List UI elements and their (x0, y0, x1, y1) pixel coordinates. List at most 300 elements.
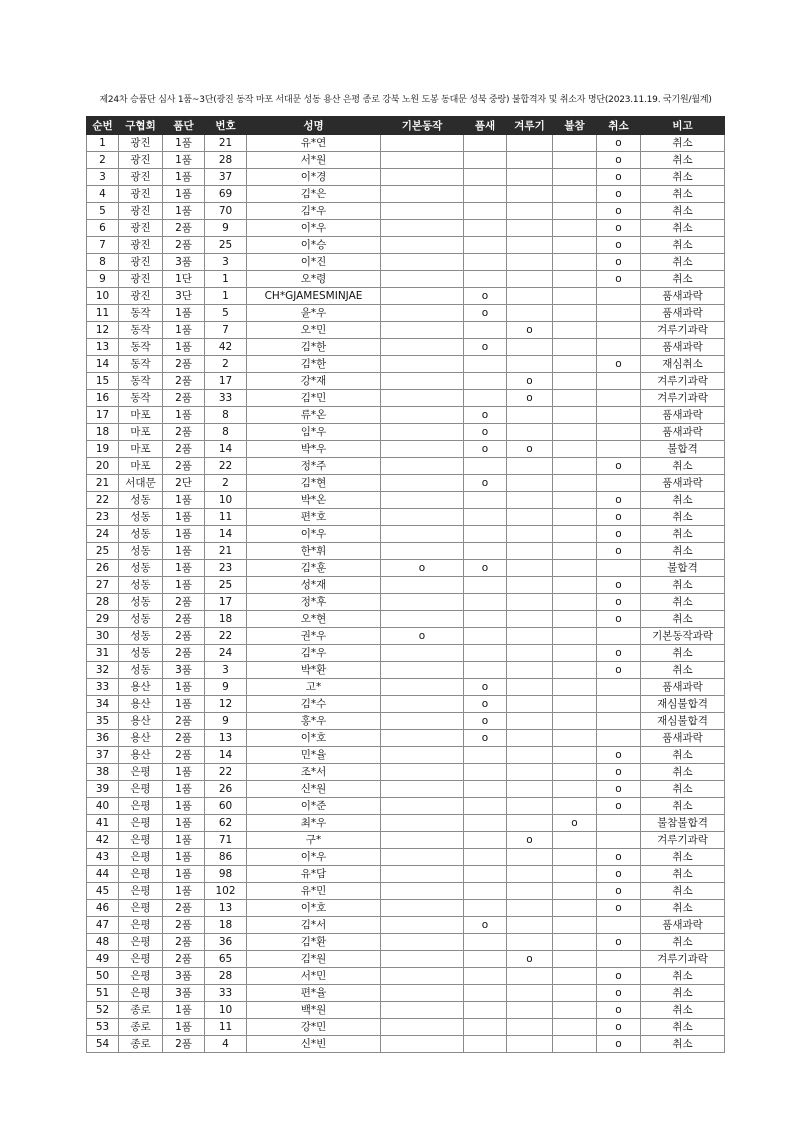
table-row (87, 135, 725, 152)
cell-no: 3 (87, 169, 119, 186)
cell-grade: 1품 (163, 849, 205, 866)
cell-sparring (507, 747, 553, 764)
col-header-no: 순번 (87, 117, 119, 135)
cell-name: 고* (247, 679, 381, 696)
cell-note: 겨루기과락 (641, 951, 725, 968)
cell-absent (553, 135, 597, 152)
cell-sparring (507, 883, 553, 900)
cell-sparring (507, 1036, 553, 1053)
cell-branch: 광진 (119, 237, 163, 254)
cell-absent (553, 679, 597, 696)
cell-no: 15 (87, 373, 119, 390)
cell-number: 14 (205, 441, 247, 458)
cell-note: 취소 (641, 509, 725, 526)
cell-grade: 1품 (163, 866, 205, 883)
cell-number: 7 (205, 322, 247, 339)
cell-sparring (507, 288, 553, 305)
cell-branch: 광진 (119, 203, 163, 220)
cell-absent (553, 900, 597, 917)
cell-sparring (507, 900, 553, 917)
cell-grade: 2품 (163, 934, 205, 951)
cell-branch: 성동 (119, 560, 163, 577)
cell-cancel: o (597, 968, 641, 985)
cell-grade: 1품 (163, 798, 205, 815)
cell-no: 20 (87, 458, 119, 475)
cell-no: 11 (87, 305, 119, 322)
col-header-number: 번호 (205, 117, 247, 135)
table-row (87, 356, 725, 373)
cell-basic (381, 237, 464, 254)
cell-cancel: o (597, 526, 641, 543)
cell-cancel: o (597, 543, 641, 560)
cell-note: 불합격 (641, 441, 725, 458)
cell-number: 21 (205, 135, 247, 152)
cell-branch: 은평 (119, 764, 163, 781)
cell-no: 35 (87, 713, 119, 730)
cell-absent (553, 152, 597, 169)
cell-note: 취소 (641, 203, 725, 220)
cell-absent (553, 492, 597, 509)
cell-grade: 1품 (163, 832, 205, 849)
cell-absent (553, 186, 597, 203)
cell-basic (381, 968, 464, 985)
cell-name: 박*온 (247, 492, 381, 509)
cell-no: 28 (87, 594, 119, 611)
cell-cancel: o (597, 1036, 641, 1053)
table-row (87, 390, 725, 407)
cell-cancel: o (597, 900, 641, 917)
cell-grade: 1품 (163, 407, 205, 424)
cell-name: 김*한 (247, 339, 381, 356)
cell-grade: 1품 (163, 883, 205, 900)
cell-poomsae (464, 356, 507, 373)
cell-branch: 은평 (119, 866, 163, 883)
cell-name: 류*온 (247, 407, 381, 424)
table-row (87, 441, 725, 458)
cell-note: 품새과락 (641, 339, 725, 356)
cell-sparring (507, 645, 553, 662)
cell-grade: 1단 (163, 271, 205, 288)
cell-branch: 성동 (119, 492, 163, 509)
cell-poomsae (464, 968, 507, 985)
cell-note: 재심취소 (641, 356, 725, 373)
table-row (87, 883, 725, 900)
cell-number: 23 (205, 560, 247, 577)
cell-branch: 용산 (119, 696, 163, 713)
cell-grade: 1품 (163, 1002, 205, 1019)
cell-number: 12 (205, 696, 247, 713)
cell-note: 품새과락 (641, 305, 725, 322)
table-row (87, 917, 725, 934)
table-row (87, 560, 725, 577)
cell-absent (553, 730, 597, 747)
cell-name: 이*우 (247, 526, 381, 543)
cell-grade: 1품 (163, 135, 205, 152)
cell-name: 구* (247, 832, 381, 849)
cell-branch: 광진 (119, 186, 163, 203)
cell-number: 8 (205, 407, 247, 424)
cell-number: 13 (205, 730, 247, 747)
cell-cancel: o (597, 186, 641, 203)
cell-no: 14 (87, 356, 119, 373)
cell-no: 17 (87, 407, 119, 424)
cell-number: 3 (205, 662, 247, 679)
cell-note: 취소 (641, 764, 725, 781)
cell-grade: 2품 (163, 458, 205, 475)
cell-note: 취소 (641, 271, 725, 288)
cell-name: 조*서 (247, 764, 381, 781)
cell-name: 김*우 (247, 203, 381, 220)
cell-no: 40 (87, 798, 119, 815)
table-row (87, 169, 725, 186)
cell-basic (381, 475, 464, 492)
cell-absent (553, 747, 597, 764)
cell-sparring: o (507, 441, 553, 458)
table-row (87, 526, 725, 543)
cell-sparring (507, 560, 553, 577)
cell-grade: 1품 (163, 305, 205, 322)
cell-cancel (597, 696, 641, 713)
cell-sparring (507, 628, 553, 645)
cell-branch: 광진 (119, 152, 163, 169)
cell-number: 18 (205, 611, 247, 628)
cell-sparring (507, 968, 553, 985)
cell-sparring (507, 356, 553, 373)
cell-absent: o (553, 815, 597, 832)
cell-basic (381, 713, 464, 730)
cell-name: 이*진 (247, 254, 381, 271)
cell-basic (381, 832, 464, 849)
cell-grade: 1품 (163, 679, 205, 696)
cell-poomsae (464, 492, 507, 509)
cell-poomsae (464, 186, 507, 203)
cell-no: 36 (87, 730, 119, 747)
cell-name: 김*수 (247, 696, 381, 713)
cell-no: 32 (87, 662, 119, 679)
cell-grade: 1품 (163, 1019, 205, 1036)
cell-poomsae (464, 662, 507, 679)
cell-branch: 성동 (119, 594, 163, 611)
table-row (87, 458, 725, 475)
cell-number: 70 (205, 203, 247, 220)
cell-name: 김*훈 (247, 560, 381, 577)
cell-name: 신*원 (247, 781, 381, 798)
cell-poomsae (464, 271, 507, 288)
cell-no: 9 (87, 271, 119, 288)
cell-no: 34 (87, 696, 119, 713)
cell-grade: 2품 (163, 390, 205, 407)
cell-note: 취소 (641, 492, 725, 509)
cell-no: 22 (87, 492, 119, 509)
cell-number: 18 (205, 917, 247, 934)
cell-poomsae (464, 645, 507, 662)
cell-sparring (507, 186, 553, 203)
cell-cancel: o (597, 594, 641, 611)
cell-cancel (597, 441, 641, 458)
cell-basic (381, 866, 464, 883)
cell-branch: 동작 (119, 322, 163, 339)
table-row (87, 152, 725, 169)
cell-branch: 은평 (119, 798, 163, 815)
cell-name: 백*원 (247, 1002, 381, 1019)
cell-branch: 동작 (119, 390, 163, 407)
cell-basic (381, 815, 464, 832)
cell-note: 취소 (641, 526, 725, 543)
col-header-sparring: 겨루기 (507, 117, 553, 135)
cell-branch: 종로 (119, 1036, 163, 1053)
cell-poomsae (464, 152, 507, 169)
cell-poomsae (464, 1036, 507, 1053)
cell-grade: 2품 (163, 917, 205, 934)
cell-number: 62 (205, 815, 247, 832)
cell-number: 9 (205, 220, 247, 237)
cell-grade: 2품 (163, 900, 205, 917)
cell-basic (381, 288, 464, 305)
cell-absent (553, 373, 597, 390)
cell-cancel (597, 475, 641, 492)
cell-cancel: o (597, 152, 641, 169)
cell-branch: 성동 (119, 628, 163, 645)
cell-number: 98 (205, 866, 247, 883)
cell-grade: 3품 (163, 985, 205, 1002)
cell-basic (381, 543, 464, 560)
cell-grade: 1품 (163, 322, 205, 339)
table-row (87, 815, 725, 832)
cell-cancel (597, 373, 641, 390)
cell-branch: 동작 (119, 356, 163, 373)
cell-grade: 1품 (163, 339, 205, 356)
cell-number: 3 (205, 254, 247, 271)
cell-poomsae (464, 1019, 507, 1036)
table-body (87, 135, 725, 1053)
cell-absent (553, 458, 597, 475)
cell-branch: 은평 (119, 781, 163, 798)
cell-number: 60 (205, 798, 247, 815)
table-row (87, 747, 725, 764)
table-row (87, 1002, 725, 1019)
cell-cancel: o (597, 135, 641, 152)
table-row (87, 288, 725, 305)
cell-number: 5 (205, 305, 247, 322)
cell-basic (381, 934, 464, 951)
cell-cancel: o (597, 781, 641, 798)
cell-no: 47 (87, 917, 119, 934)
cell-sparring (507, 985, 553, 1002)
cell-absent (553, 951, 597, 968)
cell-note: 취소 (641, 152, 725, 169)
col-header-poomsae: 품새 (464, 117, 507, 135)
results-table (86, 116, 725, 1053)
table-row (87, 798, 725, 815)
cell-name: 정*주 (247, 458, 381, 475)
cell-absent (553, 1019, 597, 1036)
cell-sparring: o (507, 322, 553, 339)
cell-name: 민*율 (247, 747, 381, 764)
cell-branch: 용산 (119, 730, 163, 747)
cell-grade: 2품 (163, 611, 205, 628)
cell-basic (381, 577, 464, 594)
cell-absent (553, 968, 597, 985)
cell-basic (381, 390, 464, 407)
cell-note: 취소 (641, 1002, 725, 1019)
cell-basic (381, 679, 464, 696)
cell-sparring (507, 713, 553, 730)
cell-absent (553, 543, 597, 560)
cell-absent (553, 526, 597, 543)
cell-absent (553, 237, 597, 254)
cell-branch: 용산 (119, 747, 163, 764)
cell-grade: 1품 (163, 186, 205, 203)
table-row (87, 543, 725, 560)
col-header-grade: 품단 (163, 117, 205, 135)
cell-basic (381, 441, 464, 458)
cell-no: 54 (87, 1036, 119, 1053)
cell-cancel (597, 628, 641, 645)
cell-poomsae (464, 135, 507, 152)
table-row (87, 373, 725, 390)
col-header-branch: 구협회 (119, 117, 163, 135)
cell-grade: 2품 (163, 713, 205, 730)
cell-branch: 은평 (119, 934, 163, 951)
cell-absent (553, 1036, 597, 1053)
cell-poomsae (464, 985, 507, 1002)
table-row (87, 832, 725, 849)
cell-note: 품새과락 (641, 730, 725, 747)
cell-poomsae: o (464, 713, 507, 730)
cell-name: 이*우 (247, 849, 381, 866)
cell-poomsae (464, 747, 507, 764)
cell-number: 9 (205, 679, 247, 696)
cell-number: 22 (205, 764, 247, 781)
cell-poomsae (464, 220, 507, 237)
cell-grade: 1품 (163, 781, 205, 798)
cell-sparring: o (507, 951, 553, 968)
cell-no: 42 (87, 832, 119, 849)
cell-note: 취소 (641, 883, 725, 900)
cell-branch: 마포 (119, 441, 163, 458)
cell-name: 강*민 (247, 1019, 381, 1036)
cell-note: 불참불합격 (641, 815, 725, 832)
table-row (87, 1019, 725, 1036)
cell-no: 50 (87, 968, 119, 985)
cell-note: 품새과락 (641, 424, 725, 441)
cell-cancel (597, 713, 641, 730)
cell-name: 박*환 (247, 662, 381, 679)
cell-branch: 용산 (119, 713, 163, 730)
cell-branch: 은평 (119, 968, 163, 985)
cell-no: 13 (87, 339, 119, 356)
cell-number: 26 (205, 781, 247, 798)
cell-absent (553, 356, 597, 373)
cell-name: 윤*우 (247, 305, 381, 322)
table-row (87, 730, 725, 747)
cell-cancel: o (597, 934, 641, 951)
table-row (87, 305, 725, 322)
cell-no: 16 (87, 390, 119, 407)
cell-absent (553, 339, 597, 356)
cell-name: 유*담 (247, 866, 381, 883)
cell-absent (553, 577, 597, 594)
cell-note: 취소 (641, 186, 725, 203)
cell-absent (553, 713, 597, 730)
table-row (87, 322, 725, 339)
cell-poomsae (464, 577, 507, 594)
cell-basic (381, 220, 464, 237)
cell-no: 6 (87, 220, 119, 237)
cell-note: 취소 (641, 458, 725, 475)
cell-sparring (507, 526, 553, 543)
cell-absent (553, 594, 597, 611)
cell-cancel: o (597, 509, 641, 526)
cell-number: 8 (205, 424, 247, 441)
cell-note: 취소 (641, 169, 725, 186)
cell-poomsae: o (464, 424, 507, 441)
cell-number: 33 (205, 985, 247, 1002)
cell-poomsae: o (464, 305, 507, 322)
cell-number: 24 (205, 645, 247, 662)
cell-cancel (597, 917, 641, 934)
cell-absent (553, 220, 597, 237)
table-row (87, 934, 725, 951)
cell-number: 22 (205, 458, 247, 475)
cell-sparring (507, 611, 553, 628)
cell-basic (381, 985, 464, 1002)
cell-cancel: o (597, 492, 641, 509)
cell-poomsae: o (464, 407, 507, 424)
table-row (87, 866, 725, 883)
table-row (87, 220, 725, 237)
table-row (87, 237, 725, 254)
cell-sparring (507, 475, 553, 492)
cell-note: 품새과락 (641, 288, 725, 305)
cell-no: 27 (87, 577, 119, 594)
cell-absent (553, 985, 597, 1002)
cell-sparring (507, 798, 553, 815)
cell-note: 취소 (641, 254, 725, 271)
cell-cancel: o (597, 577, 641, 594)
cell-poomsae: o (464, 730, 507, 747)
cell-grade: 1품 (163, 152, 205, 169)
cell-sparring (507, 781, 553, 798)
cell-grade: 1품 (163, 169, 205, 186)
cell-absent (553, 866, 597, 883)
cell-no: 1 (87, 135, 119, 152)
cell-grade: 2품 (163, 441, 205, 458)
table-row (87, 611, 725, 628)
cell-absent (553, 441, 597, 458)
cell-sparring (507, 220, 553, 237)
cell-poomsae (464, 849, 507, 866)
cell-note: 취소 (641, 577, 725, 594)
cell-grade: 3품 (163, 968, 205, 985)
cell-name: 김*원 (247, 951, 381, 968)
cell-number: 28 (205, 152, 247, 169)
cell-branch: 은평 (119, 849, 163, 866)
cell-note: 취소 (641, 135, 725, 152)
table-row (87, 339, 725, 356)
cell-grade: 3품 (163, 254, 205, 271)
cell-note: 취소 (641, 934, 725, 951)
cell-poomsae (464, 594, 507, 611)
cell-sparring (507, 169, 553, 186)
cell-branch: 성동 (119, 509, 163, 526)
cell-poomsae (464, 458, 507, 475)
cell-no: 2 (87, 152, 119, 169)
table-row (87, 492, 725, 509)
cell-sparring (507, 577, 553, 594)
cell-sparring (507, 662, 553, 679)
cell-grade: 2품 (163, 747, 205, 764)
